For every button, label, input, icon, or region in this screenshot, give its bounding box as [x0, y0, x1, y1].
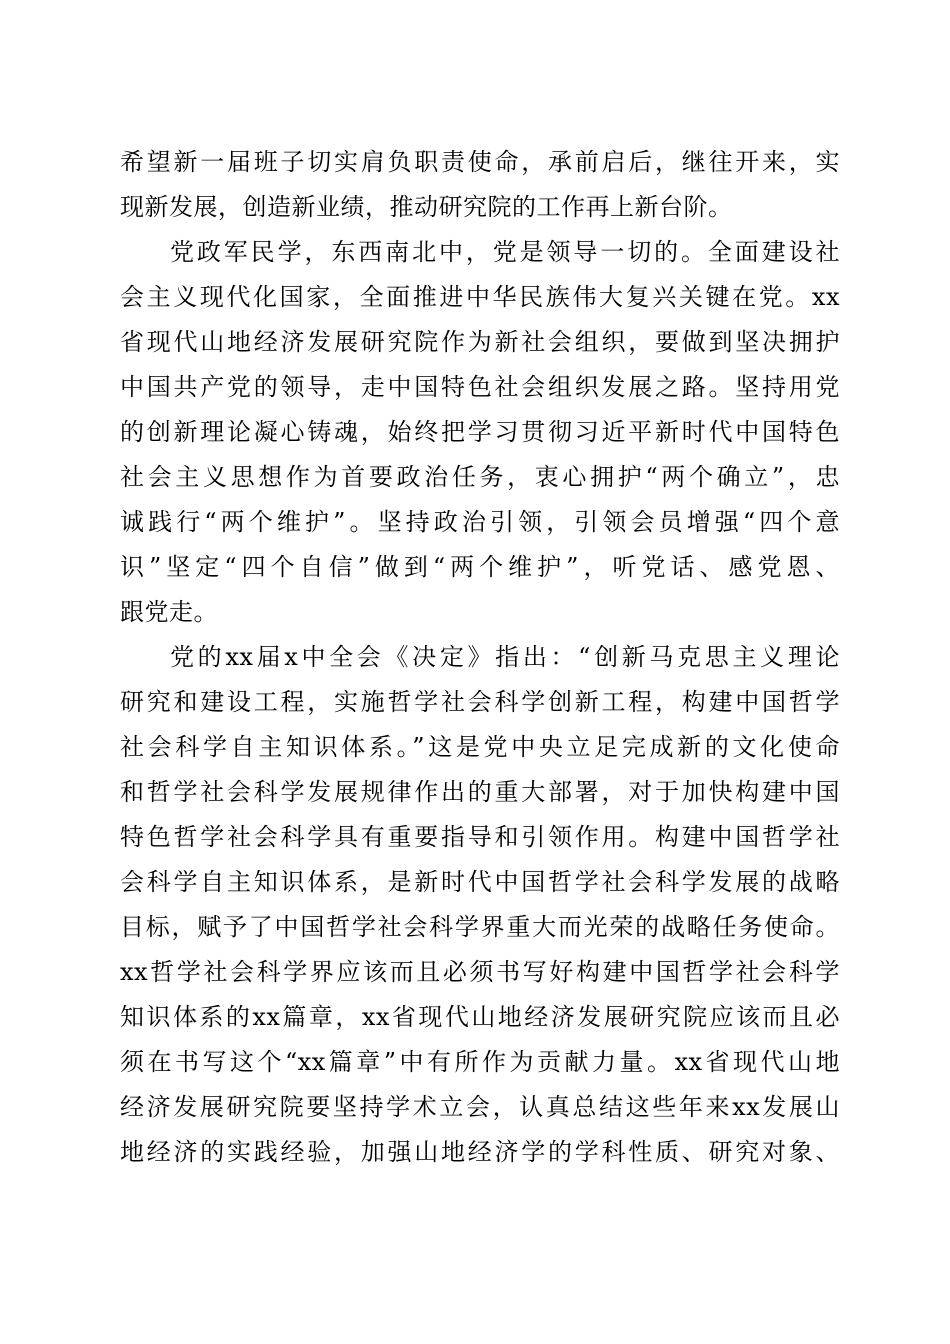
text-line: 和哲学社会科学发展规律作出的重大部署，对于加快构建中国 [120, 778, 840, 806]
text-line: 的创新理论凝心铸魂，始终把学习贯彻习近平新时代中国特色 [120, 418, 840, 446]
text-line: 诚践行“两个维护”。坚持政治引领，引领会员增强“四个意 [120, 508, 840, 536]
text-line: 识”坚定“四个自信”做到“两个维护”，听党话、感党恩、 [120, 553, 840, 581]
text-line: 省现代山地经济发展研究院作为新社会组织，要做到坚决拥护 [120, 328, 840, 356]
text-line: 经济发展研究院要坚持学术立会，认真总结这些年来xx发展山 [120, 1093, 840, 1121]
text-line: 社会主义思想作为首要政治任务，衷心拥护“两个确立”，忠 [120, 463, 840, 491]
paragraph-1 [120, 140, 840, 230]
document-page [120, 140, 840, 1175]
text-line: 研究和建设工程，实施哲学社会科学创新工程，构建中国哲学 [120, 688, 840, 716]
text-line: 须在书写这个“xx篇章”中有所作为贡献力量。xx省现代山地 [120, 1048, 840, 1076]
text-line: 社会科学自主知识体系。”这是党中央立足完成新的文化使命 [120, 733, 840, 761]
text-line: 会主义现代化国家，全面推进中华民族伟大复兴关键在党。xx [120, 283, 840, 311]
text-line: 地经济的实践经验，加强山地经济学的学科性质、研究对象、 [120, 1138, 840, 1166]
paragraph-3 [120, 635, 840, 1175]
text-line: 希望新一届班子切实肩负职责使命，承前启后，继往开来，实 [120, 148, 840, 176]
text-line: 会科学自主知识体系，是新时代中国哲学社会科学发展的战略 [120, 868, 840, 896]
text-line: 特色哲学社会科学具有重要指导和引领作用。构建中国哲学社 [120, 823, 840, 851]
text-line: 跟党走。 [120, 598, 218, 626]
text-line: 中国共产党的领导，走中国特色社会组织发展之路。坚持用党 [120, 373, 840, 401]
text-line: 知识体系的xx篇章，xx省现代山地经济发展研究院应该而且必 [120, 1003, 840, 1031]
paragraph-2 [120, 230, 840, 635]
text-line: 现新发展，创造新业绩，推动研究院的工作再上新台阶。 [120, 193, 733, 221]
text-line: 党的xx届x中全会《决定》指出：“创新马克思主义理论 [170, 643, 840, 671]
text-line: xx哲学社会科学界应该而且必须书写好构建中国哲学社会科学 [120, 958, 840, 986]
text-line: 目标，赋予了中国哲学社会科学界重大而光荣的战略任务使命。 [120, 913, 840, 941]
text-line: 党政军民学，东西南北中，党是领导一切的。全面建设社 [170, 238, 840, 266]
